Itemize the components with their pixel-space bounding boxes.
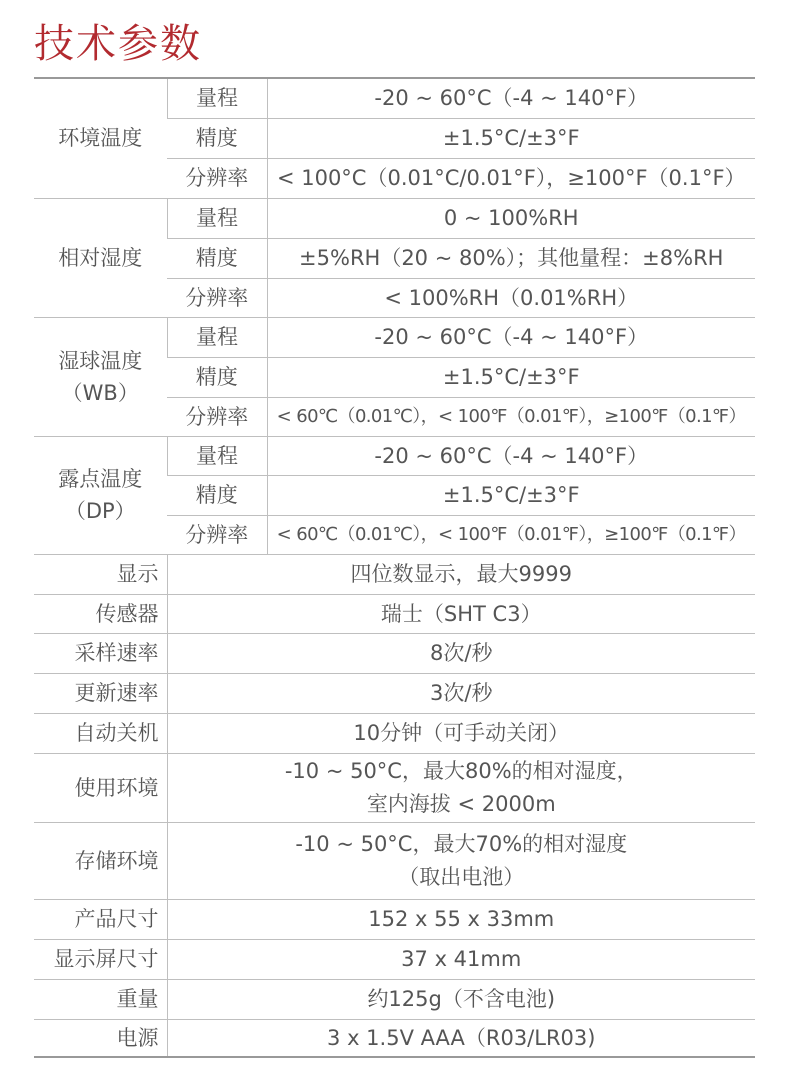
- sub-label: 精度: [167, 118, 267, 158]
- spec-value: ±5%RH（20 ~ 80%）；其他量程：±8%RH: [267, 238, 755, 278]
- spec-value: < 100°C（0.01°C/0.01°F），≥100°F（0.1°F）: [267, 158, 755, 198]
- table-row: [34, 713, 755, 753]
- sub-label: 量程: [167, 436, 267, 475]
- table-row: [34, 753, 755, 822]
- spec-value: ±1.5°C/±3°F: [267, 118, 755, 158]
- sub-label: 量程: [167, 198, 267, 238]
- spec-value: < 60℃（0.01℃），< 100℉（0.01℉），≥100℉（0.1℉）: [267, 397, 755, 436]
- group-name: 露点温度 （DP）: [34, 436, 167, 554]
- table-row: [34, 822, 755, 899]
- group-name: 相对湿度: [34, 198, 167, 317]
- spec-value: ±1.5°C/±3°F: [267, 357, 755, 397]
- spec-value: 0 ~ 100%RH: [267, 198, 755, 238]
- row-name: 更新速率: [34, 673, 167, 713]
- row-name: 传感器: [34, 594, 167, 633]
- table-row: [34, 899, 755, 939]
- row-name: 自动关机: [34, 713, 167, 753]
- spec-value: -20 ~ 60°C（-4 ~ 140°F）: [267, 436, 755, 475]
- sub-label: 分辨率: [167, 158, 267, 198]
- table-row: [34, 317, 755, 357]
- spec-value: 瑞士（SHT C3）: [167, 594, 755, 633]
- sub-label: 精度: [167, 238, 267, 278]
- spec-value: 约125g（不含电池): [167, 979, 755, 1019]
- spec-value: -10 ~ 50°C，最大70%的相对湿度 （取出电池）: [167, 822, 755, 899]
- sub-label: 分辨率: [167, 397, 267, 436]
- group-name: 环境温度: [34, 78, 167, 198]
- spec-value: 四位数显示，最大9999: [167, 554, 755, 594]
- table-row: [34, 554, 755, 594]
- spec-value: 3次/秒: [167, 673, 755, 713]
- row-name: 电源: [34, 1019, 167, 1057]
- spec-value: 8次/秒: [167, 633, 755, 673]
- sub-label: 精度: [167, 475, 267, 515]
- table-row: [34, 939, 755, 979]
- table-row: [34, 78, 755, 118]
- table-row: [34, 633, 755, 673]
- sub-label: 分辨率: [167, 278, 267, 317]
- row-name: 显示: [34, 554, 167, 594]
- spec-value: -20 ~ 60°C（-4 ~ 140°F）: [267, 78, 755, 118]
- group-name: 湿球温度 （WB）: [34, 317, 167, 436]
- spec-value: 37 x 41mm: [167, 939, 755, 979]
- table-row: [34, 979, 755, 1019]
- spec-value: ±1.5°C/±3°F: [267, 475, 755, 515]
- table-row: [34, 1019, 755, 1057]
- table-row: [34, 198, 755, 238]
- row-name: 存储环境: [34, 822, 167, 899]
- row-name: 重量: [34, 979, 167, 1019]
- page-title: 技术参数: [34, 21, 202, 67]
- row-name: 显示屏尺寸: [34, 939, 167, 979]
- row-name: 产品尺寸: [34, 899, 167, 939]
- sub-label: 量程: [167, 317, 267, 357]
- sub-label: 量程: [167, 78, 267, 118]
- table-row: [34, 436, 755, 475]
- sub-label: 精度: [167, 357, 267, 397]
- spec-value: 10分钟（可手动关闭）: [167, 713, 755, 753]
- spec-value: < 100%RH（0.01%RH）: [267, 278, 755, 317]
- spec-value: -10 ~ 50°C，最大80%的相对湿度， 室内海拔 < 2000m: [167, 753, 755, 822]
- table-row: [34, 673, 755, 713]
- spec-value: < 60℃（0.01℃），< 100℉（0.01℉），≥100℉（0.1℉）: [267, 515, 755, 554]
- spec-value: 152 x 55 x 33mm: [167, 899, 755, 939]
- row-name: 使用环境: [34, 753, 167, 822]
- spec-value: 3 x 1.5V AAA（R03/LR03): [167, 1019, 755, 1057]
- spec-table: [34, 77, 755, 1058]
- table-row: [34, 594, 755, 633]
- sub-label: 分辨率: [167, 515, 267, 554]
- row-name: 采样速率: [34, 633, 167, 673]
- spec-value: -20 ~ 60°C（-4 ~ 140°F）: [267, 317, 755, 357]
